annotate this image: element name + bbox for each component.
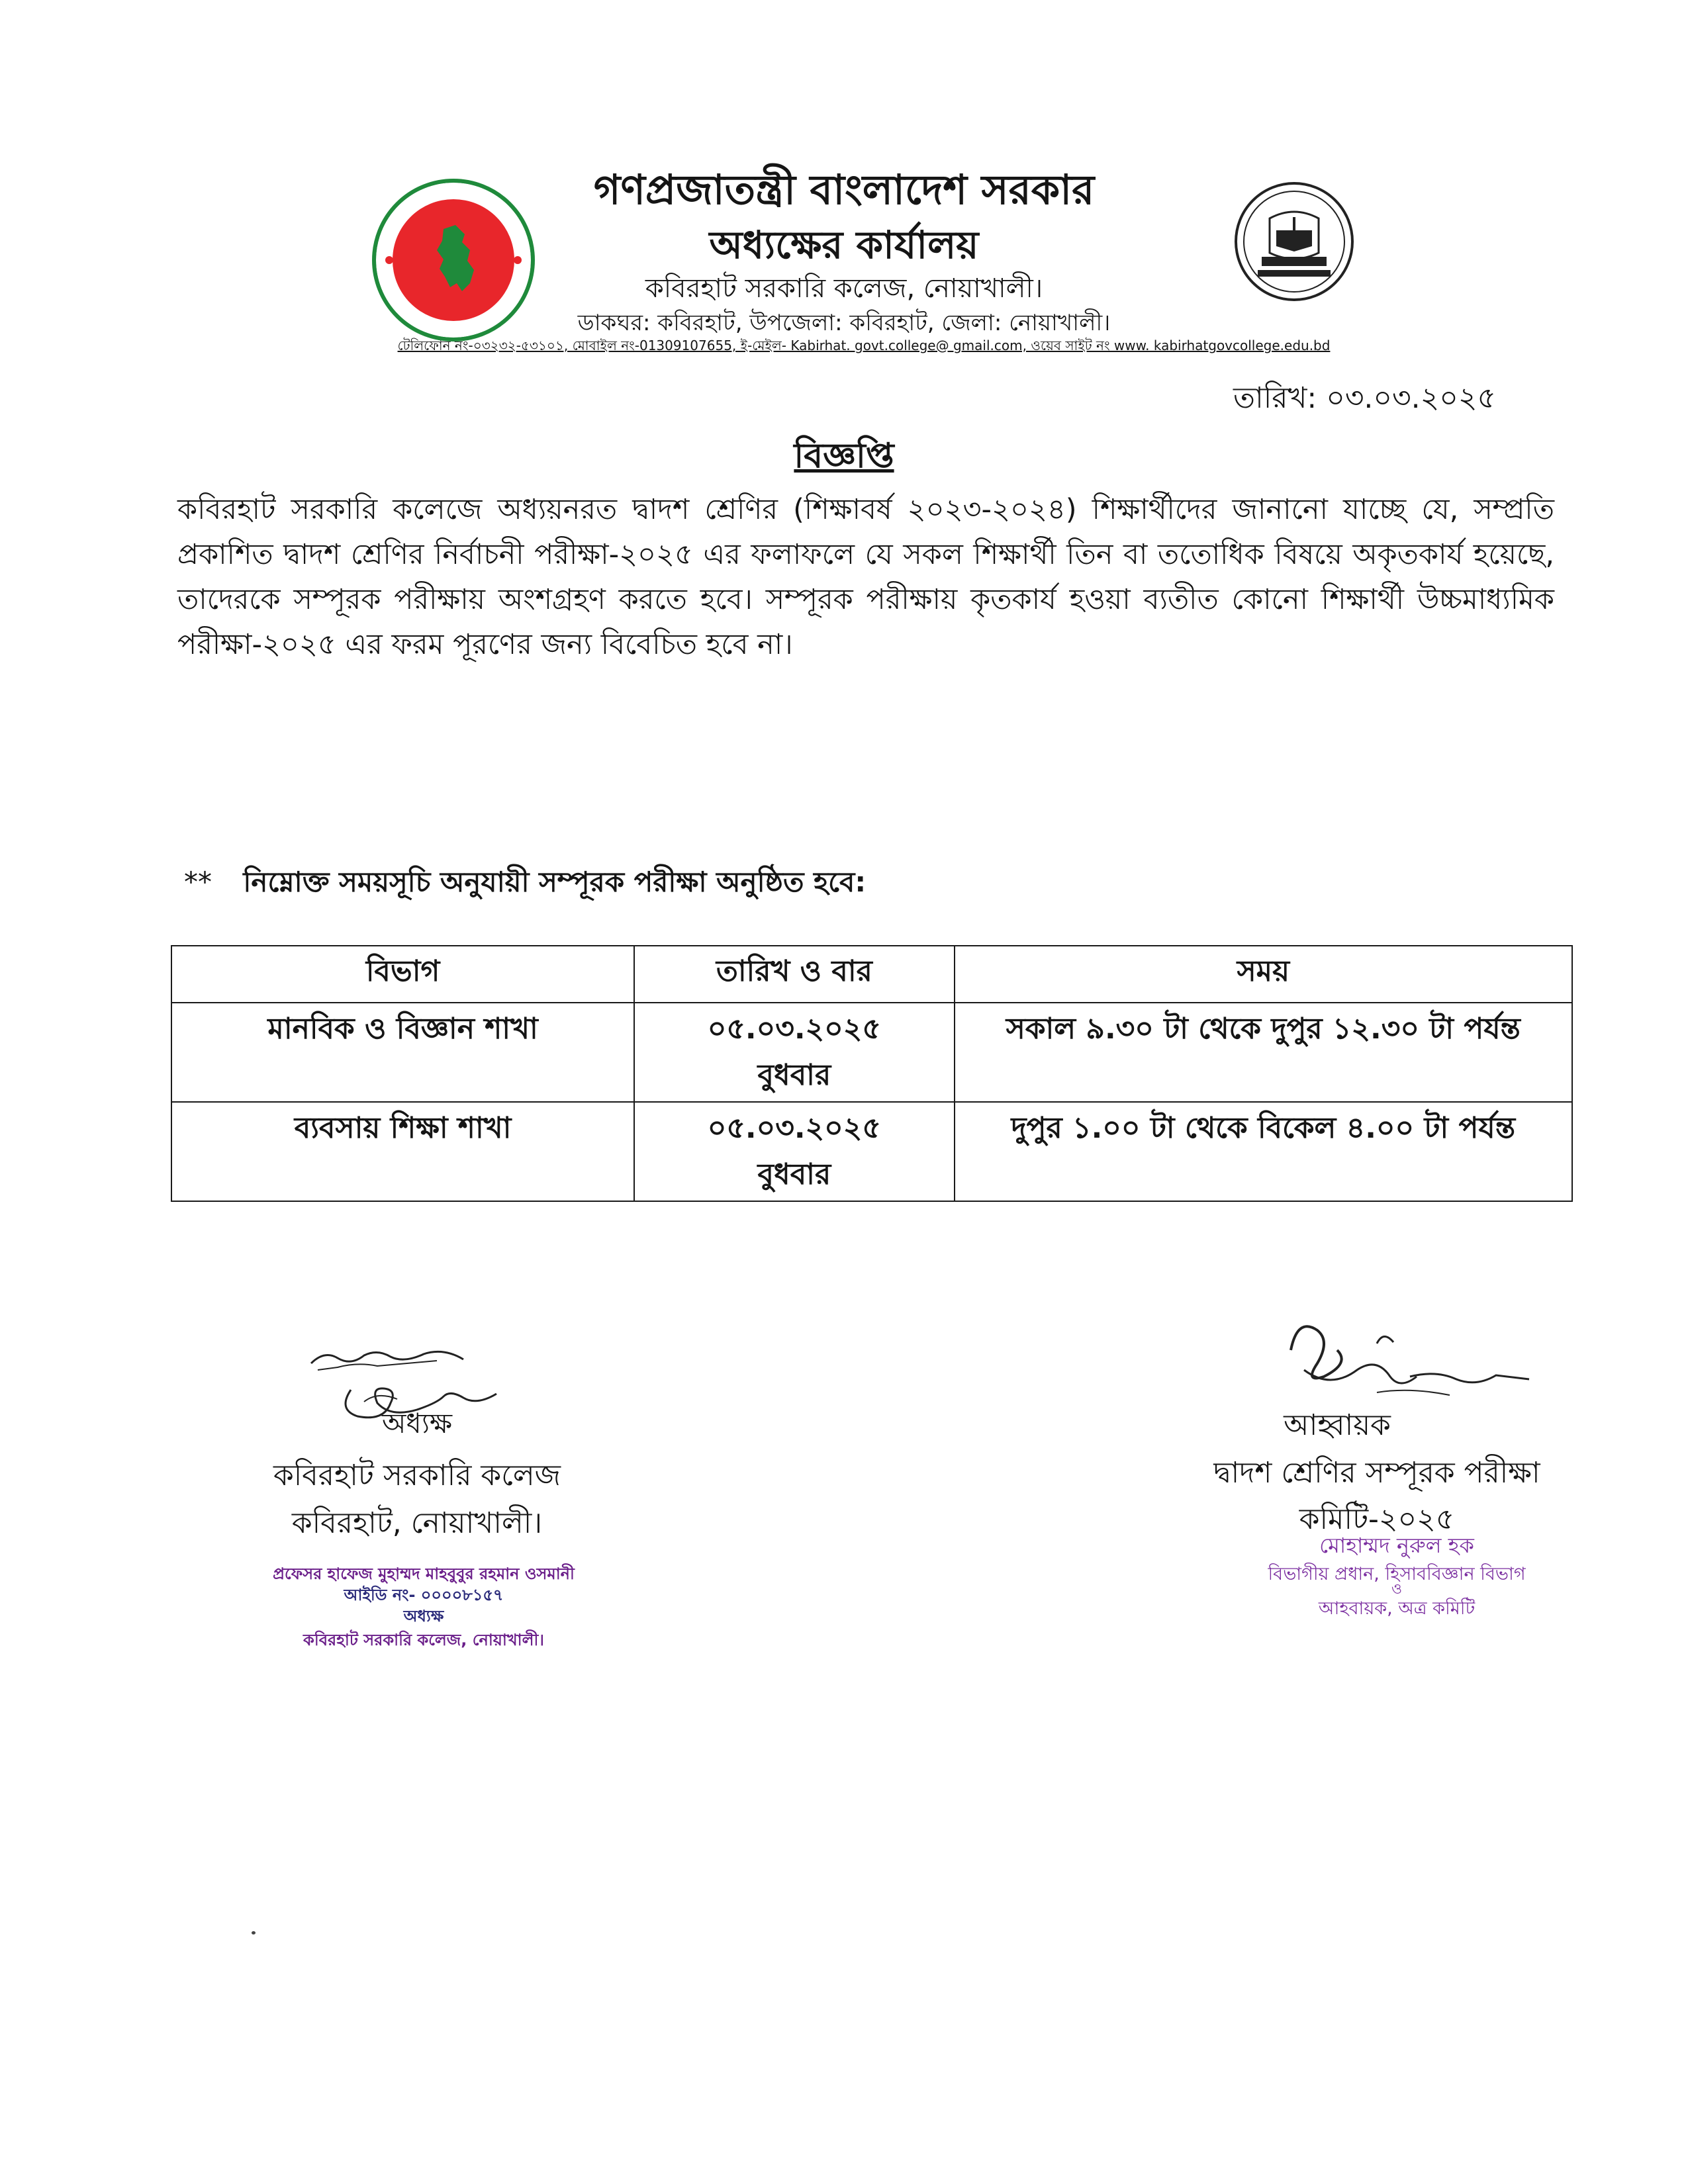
convener-title: আহ্বায়ক [1284,1408,1391,1442]
schedule-stars: ** [184,866,212,898]
principal-title: অধ্যক্ষ [381,1407,453,1439]
table-cell-time: দুপুর ১.০০ টা থেকে বিকেল ৪.০০ টা পর্যন্ত [955,1102,1572,1201]
exam-day: বুধবার [757,1158,831,1191]
schedule-heading [184,860,1442,907]
table-cell-date-day [634,1003,954,1102]
government-title: গণপ্রজাতন্ত্রী বাংলাদেশ সরকার [593,165,1095,214]
table-cell-time: সকাল ৯.৩০ টা থেকে দুপুর ১২.৩০ টা পর্যন্ত [955,1003,1572,1102]
table-row [171,1003,1572,1102]
convener-stamp-dept: বিভাগীয় প্রধান, হিসাববিজ্ঞান বিভাগ [1268,1564,1526,1584]
table-cell-department: মানবিক ও বিজ্ঞান শাখা [171,1003,634,1102]
schedule-heading-text: নিম্নোক্ত সময়সূচি অনুযায়ী সম্পূরক পরীক্ষা অনুষ্ঠিত হবে: [243,866,867,898]
office-title: অধ্যক্ষের কার্যালয় [709,222,979,267]
contact-line: টেলিফোন নং-০৩২৩২-৫৩১০১, মোবাইল নং-01309107655, ই-মেইল- Kabirhat. govt.college@ gmail.com, ওয়েব সাইট নং www. kabirhatgovcollege.edu.bd [397,338,1331,353]
principal-stamp-id: আইডি নং- ০০০০৮১৫৭ [344,1586,504,1604]
convener-stamp-name: মোহাম্মদ নুরুল হক [1319,1533,1474,1558]
committee-name: দ্বাদশ শ্রেণির সম্পূরক পরীক্ষা [1213,1456,1540,1490]
principal-place: কবিরহাট, নোয়াখালী। [291,1506,543,1540]
scan-speck [252,1931,256,1934]
table-row [171,1102,1572,1201]
column-header-department: বিভাগ [171,946,634,1003]
exam-date: ০৫.০৩.২০২৫ [707,1012,881,1046]
schedule-table [171,945,1573,1202]
table-cell-date-day [634,1102,954,1201]
postal-address: ডাকঘর: কবিরহাট, উপজেলা: কবিরহাট, জেলা: নোয়াখালী। [577,310,1111,336]
column-header-time: সময় [955,946,1572,1003]
principal-stamp-org: কবিরহাট সরকারি কলেজ, নোয়াখালী। [303,1631,544,1649]
table-cell-department: ব্যবসায় শিক্ষা শাখা [171,1102,634,1201]
committee-year: কমিটি-২০২৫ [1299,1502,1455,1536]
convener-stamp-role: আহবায়ক, অত্র কমিটি [1318,1598,1476,1619]
principal-org: কবিরহাট সরকারি কলেজ [273,1459,561,1492]
exam-date: ০৫.০৩.২০২৫ [707,1111,881,1145]
exam-day: বুধবার [757,1058,831,1092]
principal-stamp-role: অধ্যক্ষ [403,1607,444,1625]
college-name: কবিরহাট সরকারি কলেজ, নোয়াখালী। [645,273,1043,304]
column-header-date-day: তারিখ ও বার [634,946,954,1003]
table-header-row [171,946,1572,1003]
notice-date: তারিখ: ০৩.০৩.২০২৫ [1233,381,1496,415]
convener-stamp-and: ও [1391,1581,1403,1598]
notice-body: কবিরহাট সরকারি কলেজে অধ্যয়নরত দ্বাদশ শ্রেণির (শিক্ষাবর্ষ ২০২৩-২০২৪) শিক্ষার্থীদের জানানো যাচ্ছে যে, সম্প্রতি প্রকাশিত দ্বাদশ শ্রেণির নির্বাচনী পরীক্ষা-২০২৫ এর ফলাফলে যে সকল শিক্ষার্থী তিন বা ততোধিক বিষয়ে অকৃতকার্য হয়েছে, তাদেরকে সম্পূরক পরীক্ষায় অংশগ্রহণ করতে হবে। সম্পূরক পরীক্ষায় কৃতকার্য হওয়া ব্যতীত কোনো শিক্ষার্থী উচ্চমাধ্যমিক পরীক্ষা-২০২৫ এর ফরম পূরণের জন্য বিবেচিত হবে না। [177,493,1554,661]
notice-title: বিজ্ঞপ্তি [794,436,894,476]
principal-stamp-name: প্রফেসর হাফেজ মুহাম্মদ মাহবুবুর রহমান ওসমানী [273,1565,575,1583]
